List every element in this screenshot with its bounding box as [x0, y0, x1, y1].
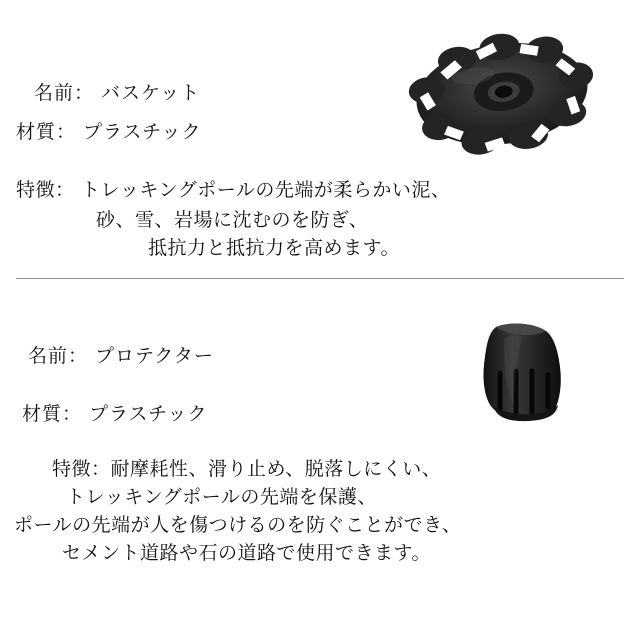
protector-material-row: 材質： プラスチック [22, 403, 208, 425]
protector-feature-line-1: 特徴：耐摩耗性、滑り止め、脱落しにくい、 [52, 458, 442, 480]
basket-name-row: 名前： バスケット [34, 82, 201, 104]
section-basket [0, 0, 640, 278]
basket-feature-line-3: 抵抗力と抵抗力を高めます。 [148, 237, 400, 259]
basket-feature-line-1: 特徴： トレッキングポールの先端が柔らかい泥、 [16, 179, 451, 201]
protector-image [462, 315, 582, 435]
basket-image [404, 24, 600, 164]
basket-material-row: 材質： プラスチック [16, 121, 202, 143]
protector-feature-line-2: トレッキングポールの先端を保護、 [66, 486, 377, 508]
protector-feature-line-4: セメント道路や石の道路で使用できます。 [62, 542, 431, 564]
basket-feature-line-2: 砂、雪、岩場に沈むのを防ぎ、 [96, 209, 369, 231]
protector-name-row: 名前： プロテクター [28, 345, 214, 367]
section-protector [0, 279, 640, 640]
protector-feature-line-3: ポールの先端が人を傷つけるのを防ぐことができ、 [14, 514, 462, 536]
